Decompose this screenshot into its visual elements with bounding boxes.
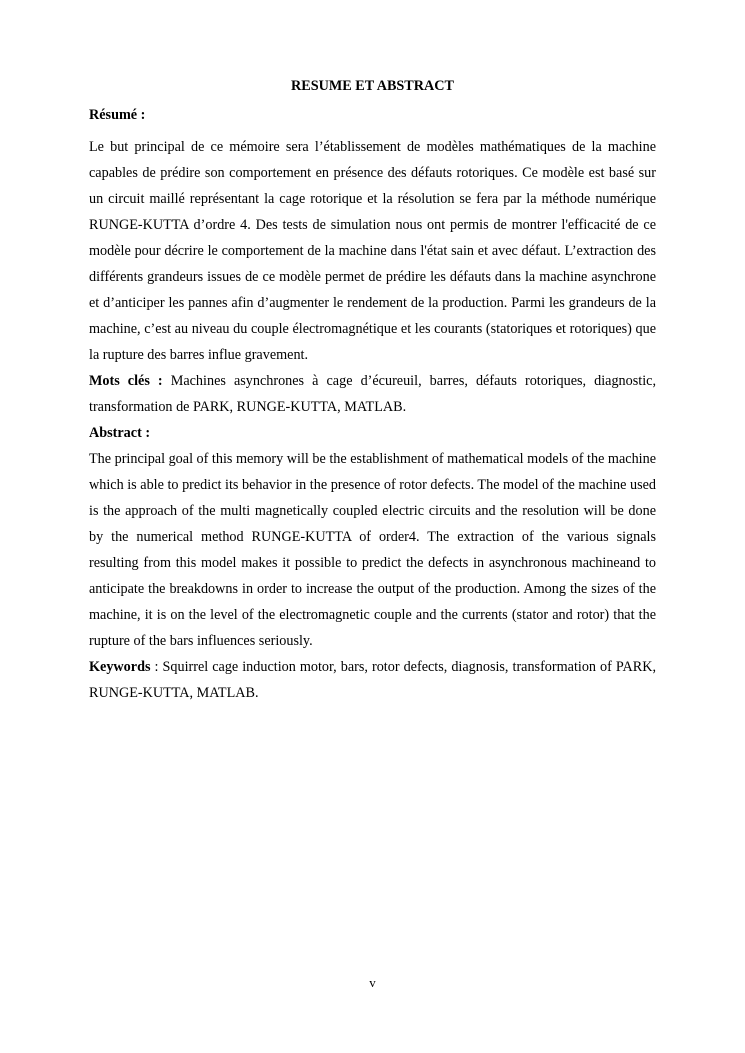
resume-heading: Résumé :	[89, 107, 146, 123]
page-number: v	[369, 975, 376, 990]
keywords-paragraph	[89, 654, 656, 706]
keywords-label: Keywords	[89, 659, 151, 675]
abstract-paragraph: The principal goal of this memory will be the establishment of mathematical models of the machine which is able to predict its behavior in the presence of rotor defects. The model of the machine used is the approach of the multi magnetically coupled electric circuits and the resolution will be done by the numerical method RUNGE-KUTTA of order4. The extraction of the various signals resulting from this model makes it possible to predict the defects in asynchronous machineand to anticipate the breakdowns in order to increase the output of the production. Among the sizes of the machine, it is on the level of the electromagnetic couple and the currents (stator and rotor) that the rupture of the bars influences seriously.	[89, 451, 656, 649]
keywords-text: : Squirrel cage induction motor, bars, rotor defects, diagnosis, transformation of PARK, RUNGE-KUTTA, MATLAB.	[89, 659, 656, 701]
document-body	[89, 76, 656, 706]
mots-cles-text: Machines asynchrones à cage d’écureuil, barres, défauts rotoriques, diagnostic, transformation de PARK, RUNGE-KUTTA, MATLAB.	[89, 373, 656, 415]
mots-cles-paragraph	[89, 368, 656, 420]
document-title: RESUME ET ABSTRACT	[291, 78, 454, 94]
resume-paragraph: Le but principal de ce mémoire sera l’établissement de modèles mathématiques de la machine capables de prédire son comportement en présence des défauts rotoriques. Ce modèle est basé sur un circuit maillé représentant la cage rotorique et la résolution se fera par la méthode numérique RUNGE-KUTTA d’ordre 4. Des tests de simulation nous ont permis de montrer l'efficacité de ce modèle pour décrire le comportement de la machine dans l'état sain et avec défaut. L’extraction des différents grandeurs issues de ce modèle permet de prédire les défauts dans la machine asynchrone et d’anticiper les pannes afin d’augmenter le rendement de la production. Parmi les grandeurs de la machine, c’est au niveau du couple électromagnétique et les courants (statoriques et rotoriques) que la rupture des barres influe gravement.	[89, 139, 656, 363]
abstract-heading: Abstract :	[89, 425, 151, 441]
mots-cles-label: Mots clés :	[89, 373, 163, 389]
